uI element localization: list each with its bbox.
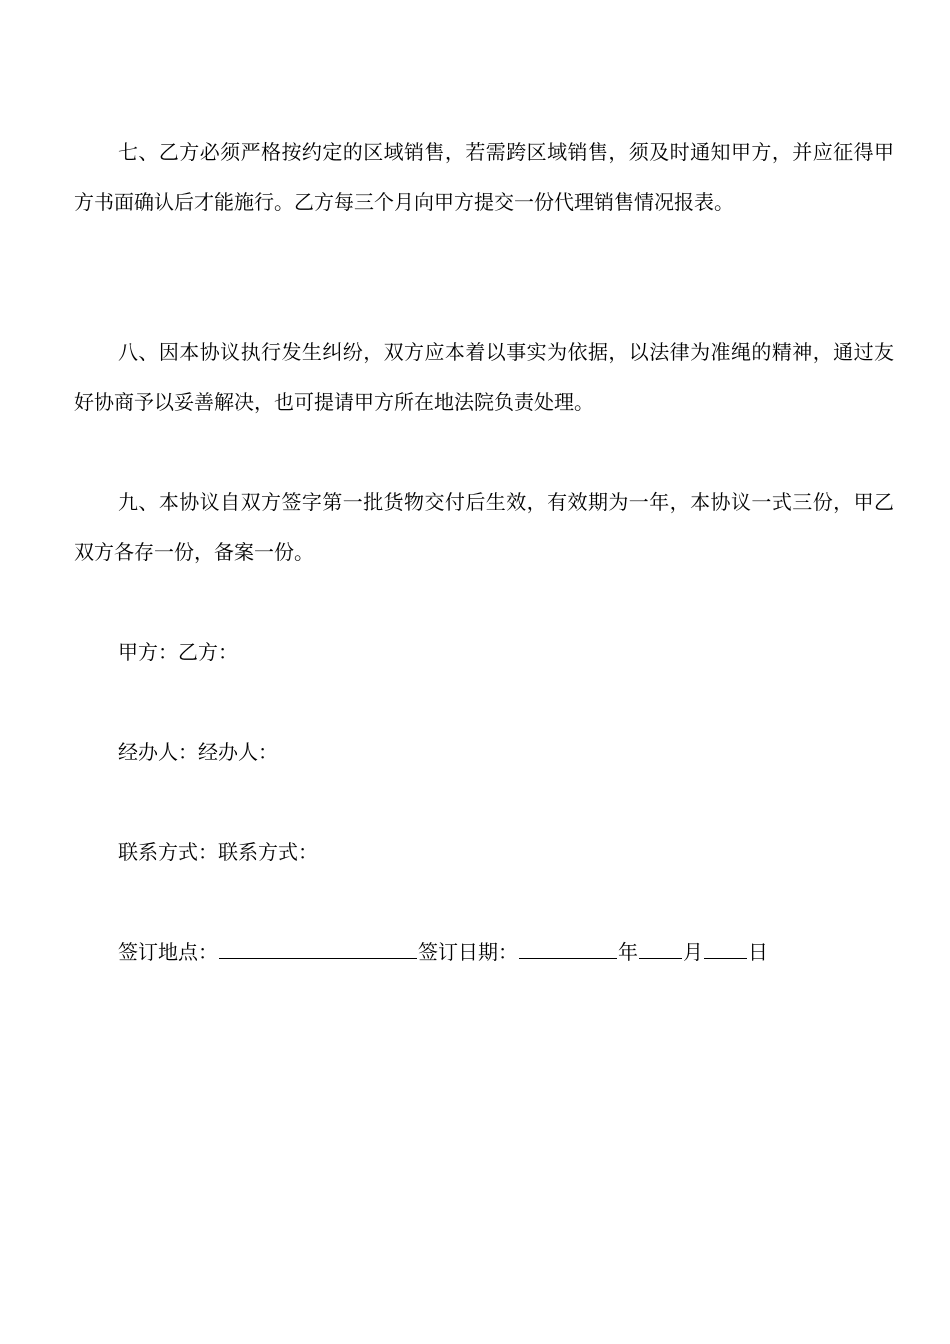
signing-place-label: 签订地点：	[118, 940, 218, 964]
signing-place-blank	[219, 940, 417, 959]
clause-nine: 九、本协议自双方签字第一批货物交付后生效，有效期为一年，本协议一式三份，甲乙双方各存一份，备案一份。	[74, 490, 894, 564]
signing-day-blank	[704, 940, 747, 959]
signing-date-label: 签订日期：	[418, 940, 518, 964]
month-label: 月	[683, 940, 703, 964]
parties-line: 甲方：乙方：	[118, 640, 238, 664]
signing-year-blank	[519, 940, 617, 959]
clause-eight: 八、因本协议执行发生纠纷，双方应本着以事实为依据，以法律为准绳的精神，通过友好协商予以妥善解决，也可提请甲方所在地法院负责处理。	[74, 340, 894, 414]
year-label: 年	[618, 940, 638, 964]
signing-month-blank	[639, 940, 682, 959]
signing-line	[118, 927, 768, 977]
day-label: 日	[748, 940, 768, 964]
agents-line: 经办人：经办人：	[118, 740, 278, 764]
clause-seven: 七、乙方必须严格按约定的区域销售，若需跨区域销售，须及时通知甲方，并应征得甲方书面确认后才能施行。乙方每三个月向甲方提交一份代理销售情况报表。	[74, 140, 894, 214]
contacts-line: 联系方式：联系方式：	[118, 840, 318, 864]
